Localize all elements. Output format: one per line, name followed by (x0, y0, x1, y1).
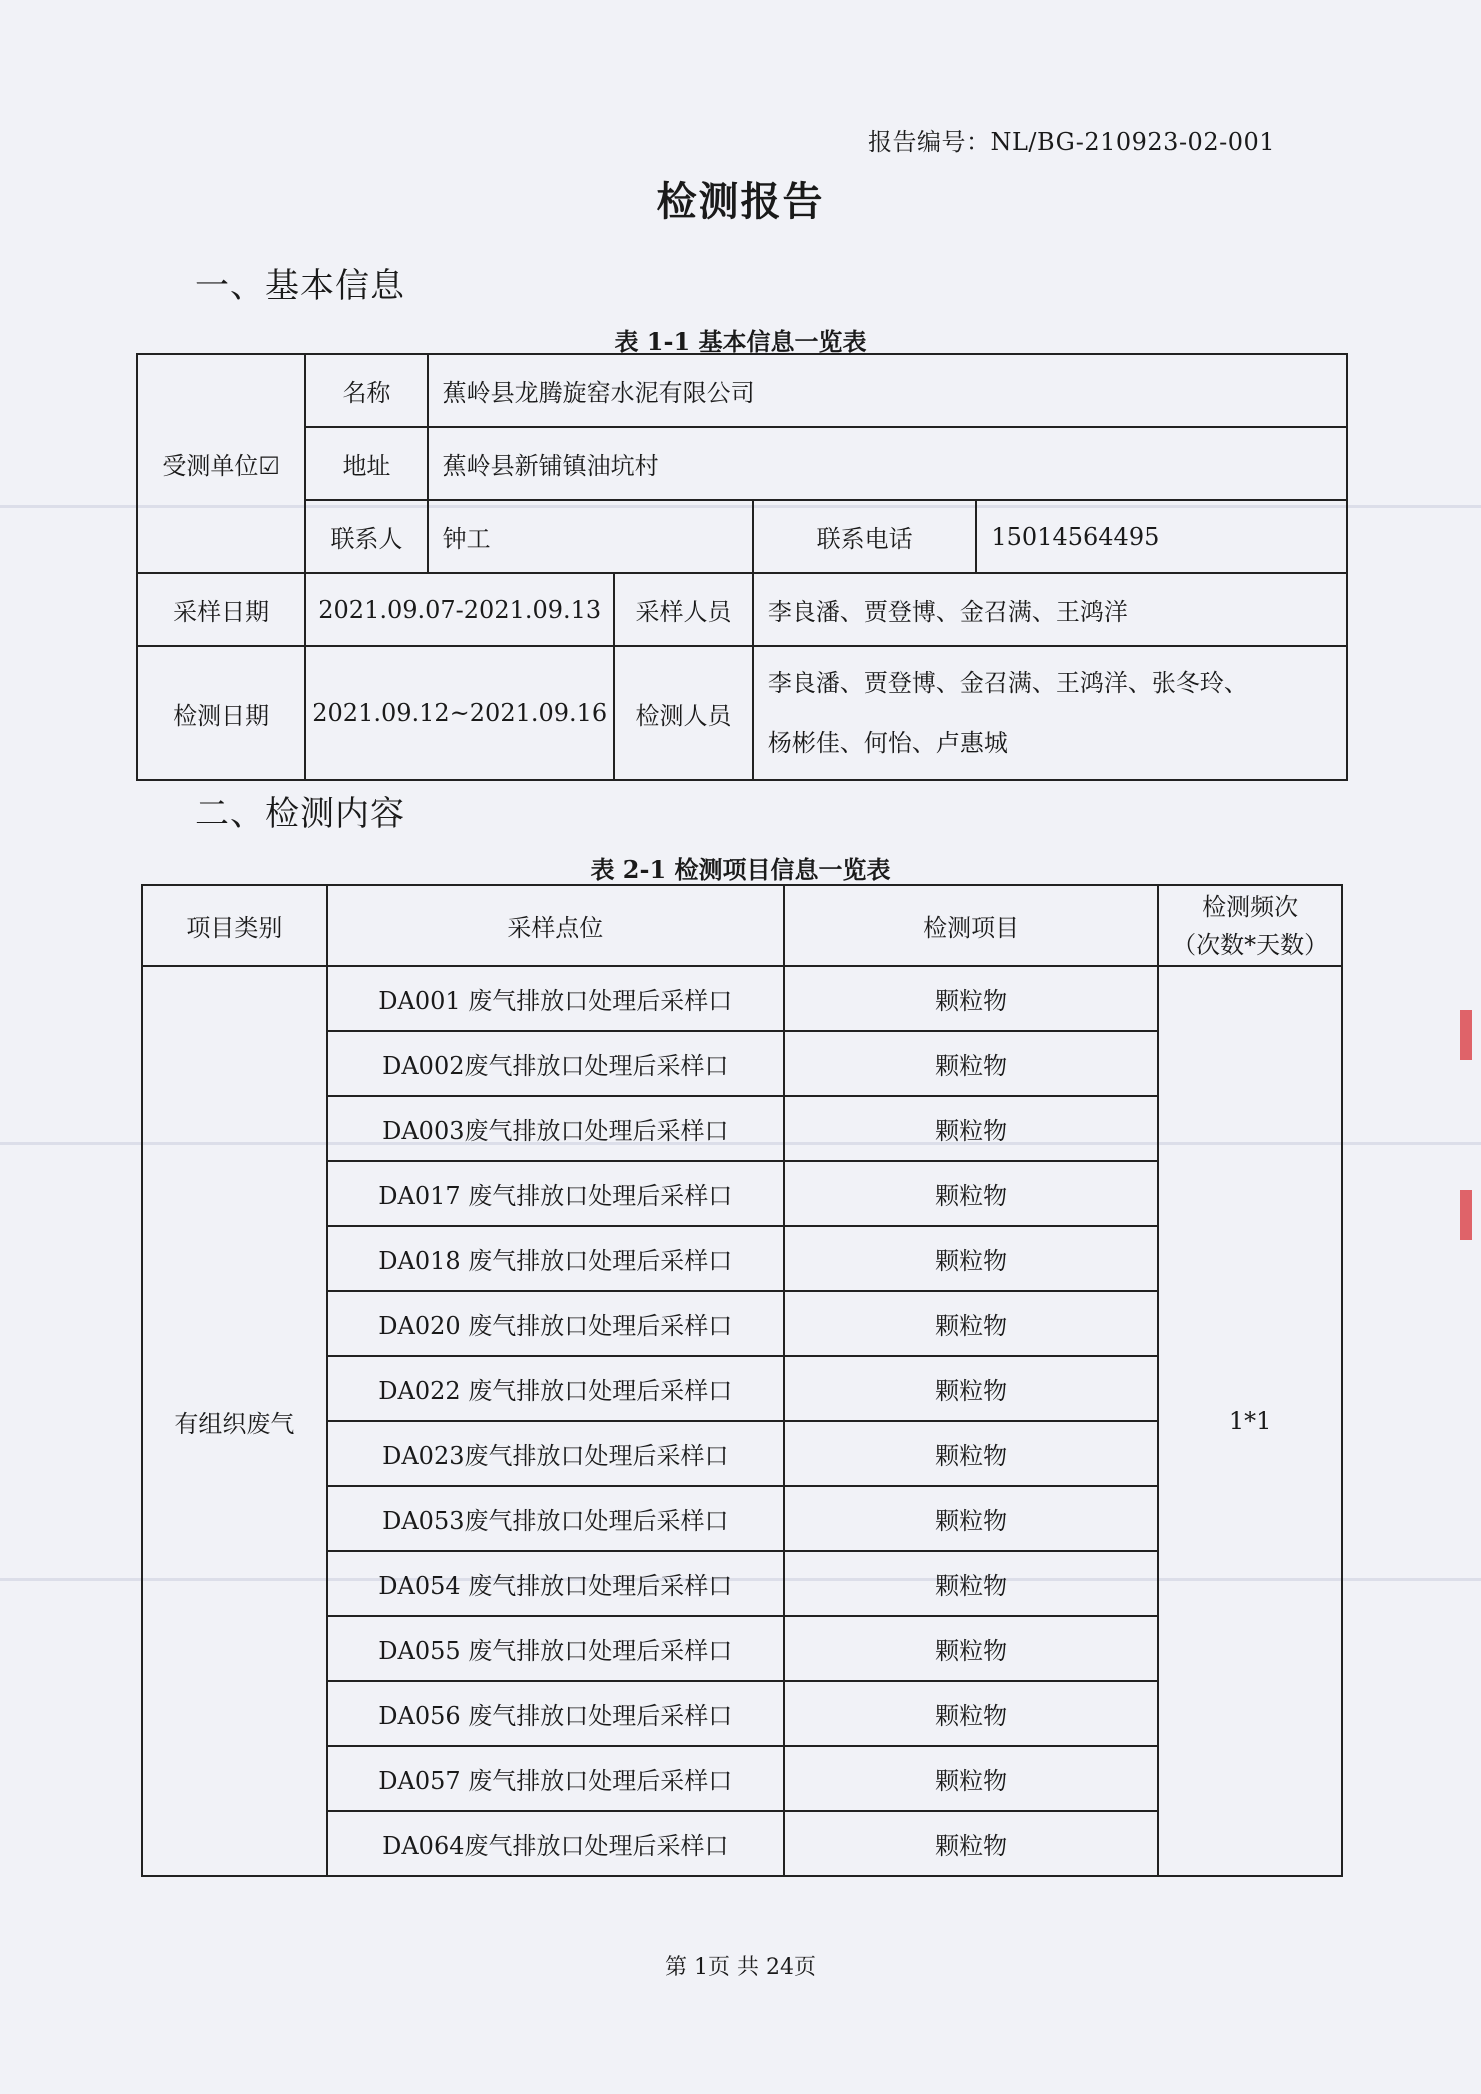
sampling-point: DA003废气排放口处理后采样口 (327, 1096, 784, 1161)
sampling-point: DA001 废气排放口处理后采样口 (327, 966, 784, 1031)
test-item: 颗粒物 (784, 1486, 1158, 1551)
document-title: 检测报告 (656, 178, 825, 225)
test-item: 颗粒物 (784, 1681, 1158, 1746)
sampling-point: DA053废气排放口处理后采样口 (327, 1486, 784, 1551)
test-item: 颗粒物 (784, 1226, 1158, 1291)
sampling-staff-label: 采样人员 (614, 573, 753, 646)
testing-staff-label: 检测人员 (614, 646, 753, 780)
test-item: 颗粒物 (784, 1616, 1158, 1681)
frequency-cell: 1*1 (1158, 966, 1342, 1876)
table-2-1-caption: 表 2-1 检测项目信息一览表 (590, 855, 891, 884)
stamp-fragment (1460, 1010, 1472, 1060)
testing-staff (753, 646, 1347, 780)
header-category: 项目类别 (142, 885, 327, 966)
testing-date: 2021.09.12~2021.09.16 (305, 646, 614, 780)
test-item: 颗粒物 (784, 966, 1158, 1031)
header-sampling-point: 采样点位 (327, 885, 784, 966)
sampling-staff: 李良潘、贾登博、金召满、王鸿洋 (753, 573, 1347, 646)
sampling-point: DA057 废气排放口处理后采样口 (327, 1746, 784, 1811)
test-item: 颗粒物 (784, 1161, 1158, 1226)
sampling-point: DA020 废气排放口处理后采样口 (327, 1291, 784, 1356)
phone-label: 联系电话 (753, 500, 977, 573)
address-label: 地址 (305, 427, 427, 500)
test-item: 颗粒物 (784, 1356, 1158, 1421)
basic-info-table (136, 353, 1348, 781)
test-item: 颗粒物 (784, 1096, 1158, 1161)
test-item: 颗粒物 (784, 1031, 1158, 1096)
test-item: 颗粒物 (784, 1551, 1158, 1616)
page-footer: 第 1页 共 24页 (665, 1955, 816, 1980)
table-1-1-caption: 表 1-1 基本信息一览表 (614, 327, 867, 356)
sampling-point: DA022 废气排放口处理后采样口 (327, 1356, 784, 1421)
unit-label: 受测单位☑ (137, 354, 305, 573)
testing-date-label: 检测日期 (137, 646, 305, 780)
report-number: 报告编号：NL/BG-210923-02-001 (868, 128, 1276, 156)
test-items-table (141, 884, 1343, 1877)
name-label: 名称 (305, 354, 427, 427)
contact-person: 钟工 (428, 500, 753, 573)
sampling-point: DA017 废气排放口处理后采样口 (327, 1161, 784, 1226)
section-heading-test-content: 二、检测内容 (195, 794, 405, 834)
sampling-point: DA018 废气排放口处理后采样口 (327, 1226, 784, 1291)
header-test-item: 检测项目 (784, 885, 1158, 966)
sampling-point: DA023废气排放口处理后采样口 (327, 1421, 784, 1486)
header-frequency-line-2: （次数*天数） (1172, 930, 1329, 959)
test-item: 颗粒物 (784, 1291, 1158, 1356)
sampling-date-label: 采样日期 (137, 573, 305, 646)
sampling-point: DA054 废气排放口处理后采样口 (327, 1551, 784, 1616)
testing-staff-line-1: 李良潘、贾登博、金召满、王鸿洋、张冬玲、 (767, 669, 1248, 697)
company-address: 蕉岭县新铺镇油坑村 (428, 427, 1347, 500)
sampling-point: DA002废气排放口处理后采样口 (327, 1031, 784, 1096)
section-heading-basic-info: 一、基本信息 (195, 266, 405, 306)
category-cell: 有组织废气 (142, 966, 327, 1876)
test-item: 颗粒物 (784, 1746, 1158, 1811)
sampling-date: 2021.09.07-2021.09.13 (305, 573, 614, 646)
sampling-point: DA055 废气排放口处理后采样口 (327, 1616, 784, 1681)
test-item: 颗粒物 (784, 1811, 1158, 1876)
contact-label: 联系人 (305, 500, 427, 573)
testing-staff-line-2: 杨彬佳、何怡、卢惠城 (767, 729, 1008, 757)
company-name: 蕉岭县龙腾旋窑水泥有限公司 (428, 354, 1347, 427)
header-frequency (1158, 885, 1342, 966)
sampling-point: DA064废气排放口处理后采样口 (327, 1811, 784, 1876)
contact-phone: 15014564495 (976, 500, 1347, 573)
sampling-point: DA056 废气排放口处理后采样口 (327, 1681, 784, 1746)
test-item: 颗粒物 (784, 1421, 1158, 1486)
header-frequency-line-1: 检测频次 (1202, 892, 1299, 921)
stamp-fragment (1460, 1190, 1472, 1240)
